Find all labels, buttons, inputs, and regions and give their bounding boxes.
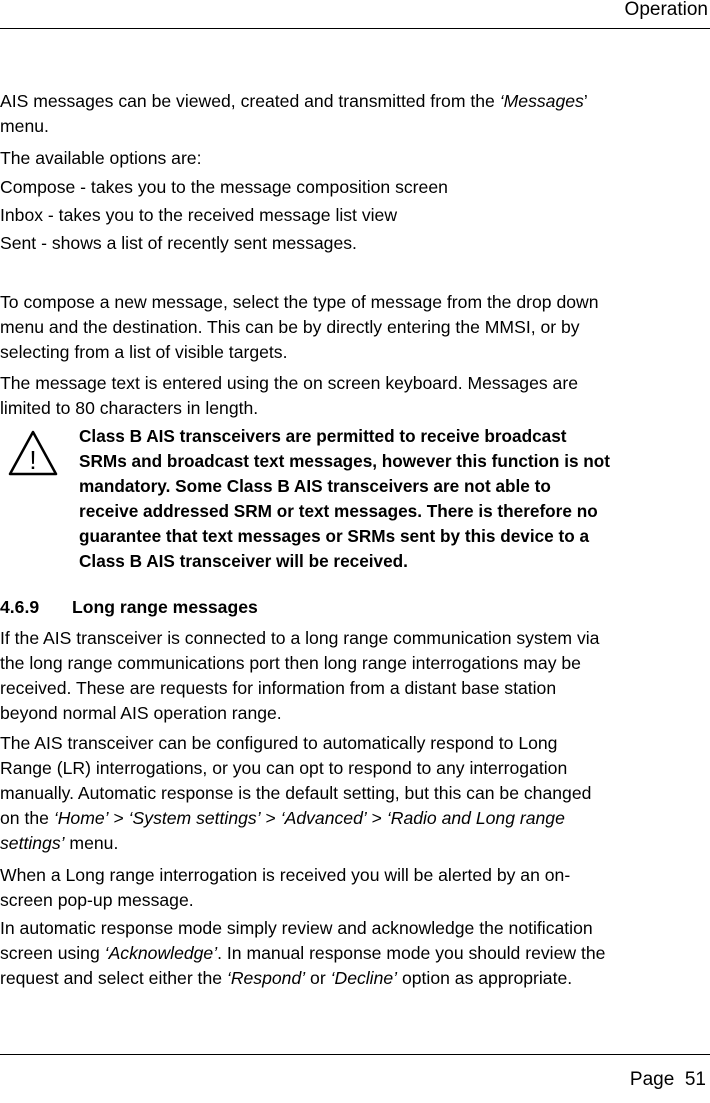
option-compose: Compose - takes you to the message composition screen — [0, 177, 448, 197]
response-line-b: . In manual response mode you should review the — [217, 943, 606, 963]
advanced-ref: ‘Advanced’ — [280, 808, 367, 828]
warning-triangle-icon — [8, 430, 58, 476]
footer-rule — [0, 1054, 710, 1055]
intro-quote-close: ’ — [583, 91, 588, 111]
menu-separator: > — [260, 808, 281, 828]
response-line-c: request and select either the — [0, 968, 227, 988]
config-line: manually. Automatic response is the default setting, but this can be changed — [0, 783, 592, 803]
alert-line: screen pop-up message. — [0, 890, 194, 910]
compose-line: menu and the destination. This can be by directly entering the MMSI, or by — [0, 317, 580, 337]
warning-line: guarantee that text messages or SRMs sent by this device to a — [79, 526, 590, 546]
warning-line: SRMs and broadcast text messages, however this function is not — [79, 451, 611, 471]
page-footer — [630, 1068, 706, 1092]
warning-note — [79, 424, 709, 574]
section-title: Long range messages — [72, 597, 258, 617]
response-line-or: or — [305, 968, 331, 988]
home-menu-ref: ‘Home’ — [53, 808, 109, 828]
response-line-a: screen using — [0, 943, 105, 963]
running-header-title: Operation — [624, 0, 708, 20]
option-inbox: Inbox - takes you to the received message list view — [0, 205, 398, 225]
messages-menu-ref: ‘Messages — [499, 91, 584, 111]
options-intro: The available options are: — [0, 148, 202, 168]
intro-text: AIS messages can be viewed, created and transmitted from the — [0, 91, 500, 111]
header-rule — [0, 28, 710, 29]
configuration-paragraph — [0, 731, 706, 856]
acknowledge-ref: ‘Acknowledge’ — [104, 943, 218, 963]
menu-separator: > — [366, 808, 387, 828]
response-line: In automatic response mode simply review and acknowledge the notification — [0, 918, 593, 938]
section-number: 4.6.9 — [0, 597, 40, 617]
warning-glyph: ! — [29, 445, 37, 475]
long-range-line: the long range communications port then long range interrogations may be — [0, 653, 581, 673]
menu-separator: > — [108, 808, 129, 828]
compose-line: selecting from a list of visible targets. — [0, 342, 288, 362]
keyboard-line: The message text is entered using the on screen keyboard. Messages are — [0, 373, 578, 393]
config-line-a: on the — [0, 808, 54, 828]
system-settings-ref: ‘System settings’ — [128, 808, 261, 828]
long-range-line: received. These are requests for information from a distant base station — [0, 678, 557, 698]
alert-line: When a Long range interrogation is received you will be alerted by an on- — [0, 865, 571, 885]
warning-line: Class B AIS transceiver will be received. — [79, 551, 408, 571]
radio-long-range-settings-ref: ‘Radio and Long range — [386, 808, 565, 828]
page-label: Page — [629, 1069, 675, 1090]
intro-paragraph — [0, 89, 706, 139]
config-line-end: menu. — [64, 833, 119, 853]
compose-paragraph — [0, 290, 706, 365]
alert-paragraph — [0, 863, 706, 913]
response-line-end: option as appropriate. — [397, 968, 573, 988]
long-range-line: beyond normal AIS operation range. — [0, 703, 282, 723]
respond-ref: ‘Respond’ — [226, 968, 306, 988]
config-line: Range (LR) interrogations, or you can opt to respond to any interrogation — [0, 758, 568, 778]
warning-line: mandatory. Some Class B AIS transceivers are not able to — [79, 476, 551, 496]
warning-line: receive addressed SRM or text messages. There is therefore no — [79, 501, 598, 521]
intro-text-menu: menu. — [0, 116, 49, 136]
long-range-line: If the AIS transceiver is connected to a long range communication system via — [0, 628, 600, 648]
response-mode-paragraph — [0, 916, 706, 991]
long-range-paragraph — [0, 626, 706, 726]
radio-long-range-settings-ref-cont: settings’ — [0, 833, 65, 853]
warning-line: Class B AIS transceivers are permitted to receive broadcast — [79, 426, 567, 446]
config-line: The AIS transceiver can be configured to automatically respond to Long — [0, 733, 558, 753]
compose-line: To compose a new message, select the type of message from the drop down — [0, 292, 599, 312]
decline-ref: ‘Decline’ — [330, 968, 398, 988]
keyboard-paragraph — [0, 371, 706, 421]
option-sent: Sent - shows a list of recently sent messages. — [0, 233, 357, 253]
page-number: 51 — [684, 1069, 706, 1090]
keyboard-line: limited to 80 characters in length. — [0, 398, 259, 418]
